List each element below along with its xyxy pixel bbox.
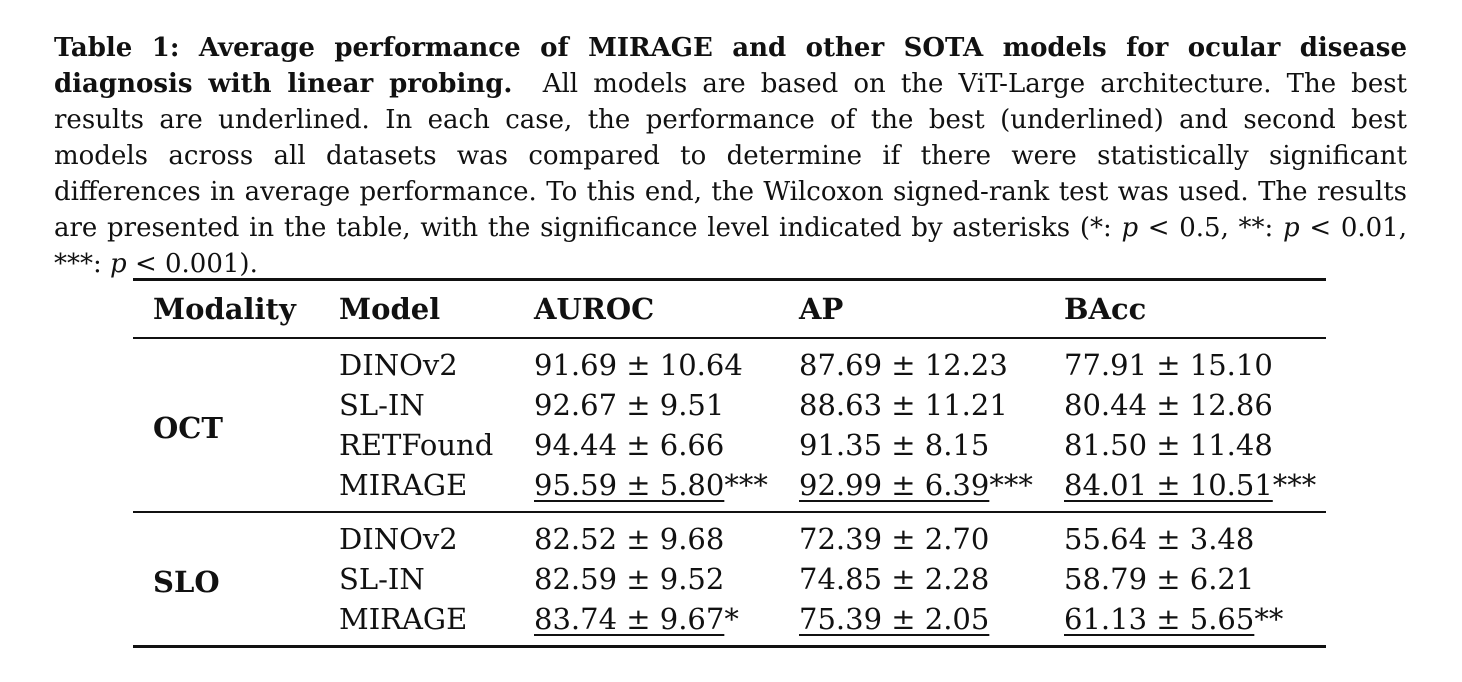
model-cell: DINOv2 xyxy=(339,348,458,382)
bacc-cell xyxy=(1044,599,1326,647)
bacc-value: 58.79 ± 6.21 xyxy=(1064,562,1255,596)
ap-cell xyxy=(779,559,1044,599)
auroc-cell xyxy=(514,512,779,559)
bacc-cell xyxy=(1044,385,1326,425)
ap-cell xyxy=(779,385,1044,425)
header-row xyxy=(133,280,1326,339)
significance-marker: * xyxy=(724,602,739,636)
p-symbol: p xyxy=(1283,213,1300,243)
table-caption xyxy=(54,30,1407,282)
header-model: Model xyxy=(319,280,514,339)
model-cell: SL-IN xyxy=(339,562,425,596)
ap-cell xyxy=(779,465,1044,512)
p-symbol: p xyxy=(1121,213,1139,243)
auroc-cell xyxy=(514,338,779,385)
table-row xyxy=(133,512,1326,559)
auroc-value: 82.59 ± 9.52 xyxy=(534,562,725,596)
ap-cell xyxy=(779,512,1044,559)
modality-label: SLO xyxy=(133,512,319,647)
caption-threshold-2: < 0.01, ***: xyxy=(54,213,1407,279)
ap-cell xyxy=(779,338,1044,385)
significance-marker: *** xyxy=(1272,468,1317,502)
auroc-value: 91.69 ± 10.64 xyxy=(534,348,743,382)
auroc-cell xyxy=(514,425,779,465)
auroc-value: 92.67 ± 9.51 xyxy=(534,388,725,422)
bacc-value: 81.50 ± 11.48 xyxy=(1064,428,1273,462)
auroc-value: 82.52 ± 9.68 xyxy=(534,522,725,556)
caption-threshold-1: < 0.5, **: xyxy=(1138,213,1284,243)
model-cell: DINOv2 xyxy=(339,522,458,556)
header-auroc: AUROC xyxy=(514,280,779,339)
auroc-value: 94.44 ± 6.66 xyxy=(534,428,725,462)
bacc-value: 77.91 ± 15.10 xyxy=(1064,348,1273,382)
results-table xyxy=(133,278,1326,648)
bacc-value: 55.64 ± 3.48 xyxy=(1064,522,1255,556)
bacc-value-best: 84.01 ± 10.51 xyxy=(1064,468,1273,502)
ap-cell xyxy=(779,599,1044,647)
caption-threshold-3: < 0.001). xyxy=(126,249,258,279)
auroc-value-best: 95.59 ± 5.80 xyxy=(534,468,725,502)
p-symbol: p xyxy=(110,249,127,279)
auroc-cell xyxy=(514,559,779,599)
bacc-value-best: 61.13 ± 5.65 xyxy=(1064,602,1255,636)
bacc-cell xyxy=(1044,512,1326,559)
ap-value: 87.69 ± 12.23 xyxy=(799,348,1008,382)
significance-marker: ** xyxy=(1254,602,1284,636)
header-modality: Modality xyxy=(133,280,319,339)
significance-marker: *** xyxy=(724,468,768,502)
model-cell: MIRAGE xyxy=(319,465,514,512)
significance-marker: *** xyxy=(989,468,1033,502)
ap-value: 88.63 ± 11.21 xyxy=(799,388,1008,422)
bacc-cell xyxy=(1044,425,1326,465)
table-row xyxy=(133,338,1326,385)
auroc-value-best: 83.74 ± 9.67 xyxy=(534,602,725,636)
caption-body: All models are based on the ViT-Large architecture. The best results are underlined. In each case, the performance of the best (underlined) and second best models across all datasets was compared to determine if there were statistically significant differences in average performance. To this end, the Wilcoxon signed-rank test was used. The results are presented in the table, with the significance level indicated by asterisks (*: xyxy=(54,69,1408,243)
caption-title: Table 1: Average performance of MIRAGE and other SOTA models for ocular disease diagnosis with linear probing. xyxy=(54,33,1407,99)
bacc-cell xyxy=(1044,338,1326,385)
ap-value: 74.85 ± 2.28 xyxy=(799,562,990,596)
header-bacc: BAcc xyxy=(1044,280,1326,339)
ap-value-best: 92.99 ± 6.39 xyxy=(799,468,990,502)
auroc-cell xyxy=(514,385,779,425)
bacc-value: 80.44 ± 12.86 xyxy=(1064,388,1273,422)
auroc-cell xyxy=(514,599,779,647)
bacc-cell xyxy=(1044,465,1326,512)
model-cell: RETFound xyxy=(339,428,494,462)
model-cell: MIRAGE xyxy=(319,599,514,647)
ap-value: 72.39 ± 2.70 xyxy=(799,522,990,556)
ap-value-best: 75.39 ± 2.05 xyxy=(799,602,990,636)
auroc-cell xyxy=(514,465,779,512)
modality-label: OCT xyxy=(133,338,319,512)
ap-value: 91.35 ± 8.15 xyxy=(799,428,990,462)
header-ap: AP xyxy=(779,280,1044,339)
ap-cell xyxy=(779,425,1044,465)
model-cell: SL-IN xyxy=(339,388,425,422)
bacc-cell xyxy=(1044,559,1326,599)
